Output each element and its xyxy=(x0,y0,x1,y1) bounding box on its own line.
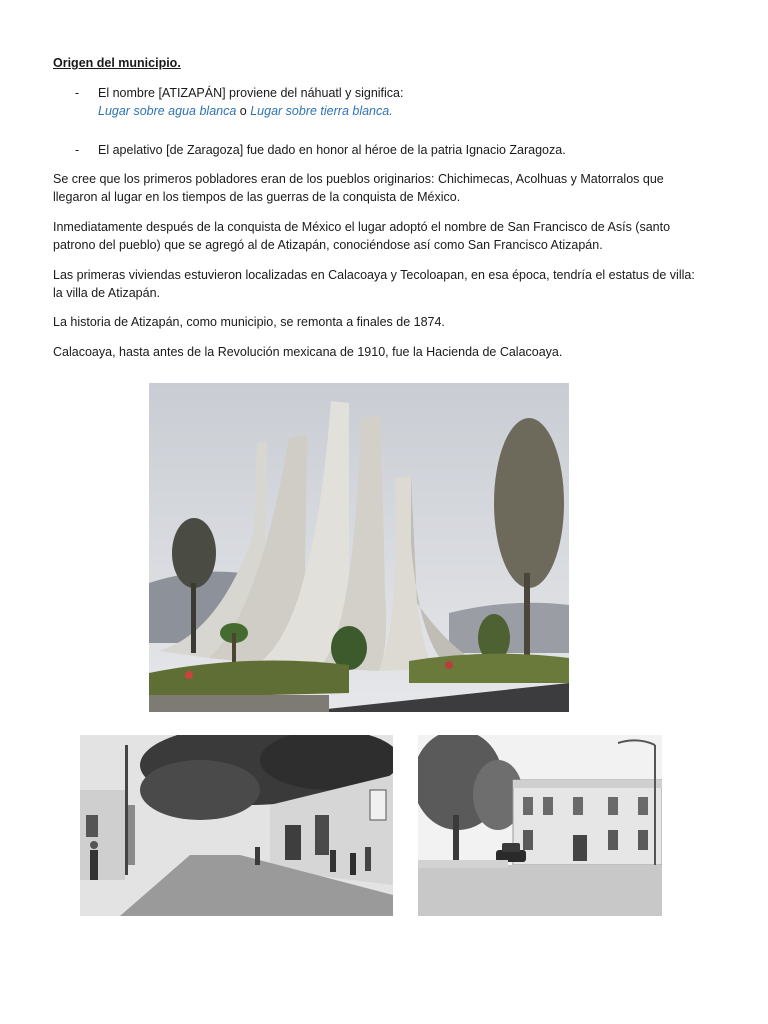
bullet-text: El nombre [ATIZAPÁN] proviene del náhuatl y significa: xyxy=(98,86,404,100)
meaning-agua-blanca: Lugar sobre agua blanca xyxy=(98,104,237,118)
paragraph-first-dwellings: Las primeras viviendas estuvieron localizadas en Calacoaya y Tecoloapan, en esa época, tendría el estatus de villa: la villa de Atizapán. xyxy=(53,268,695,300)
monument-photo xyxy=(149,383,569,712)
old-building-photo xyxy=(418,735,662,916)
meaning-connector: o xyxy=(239,104,247,118)
paragraph-municipality-history: La historia de Atizapán, como municipio, se remonta a finales de 1874. xyxy=(53,315,445,329)
bullet-text-block xyxy=(98,84,403,120)
section-heading: Origen del municipio. xyxy=(53,56,181,70)
meaning-tierra-blanca: Lugar sobre tierra blanca. xyxy=(250,104,393,118)
paragraph-calacoaya: Calacoaya, hasta antes de la Revolución mexicana de 1910, fue la Hacienda de Calacoaya. xyxy=(53,345,563,359)
bullet-marker: - xyxy=(75,86,80,100)
bullet-marker: - xyxy=(75,143,80,157)
paragraph-first-settlers: Se cree que los primeros pobladores eran de los pueblos originarios: Chichimecas, Acolhuas y Matorralos que llegaron al lugar en los tiempos de las guerras de la conquista de México. xyxy=(53,172,664,204)
bullet-text: El apelativo [de Zaragoza] fue dado en honor al héroe de la patria Ignacio Zaragoza. xyxy=(98,143,566,157)
old-street-photo xyxy=(80,735,393,916)
meaning-line xyxy=(98,102,403,120)
paragraph-san-francisco: Inmediatamente después de la conquista de México el lugar adoptó el nombre de San Francisco de Asís (santo patrono del pueblo) que se agregó al de Atizapán, conociéndose así como San Francisco Atizapán. xyxy=(53,220,671,252)
